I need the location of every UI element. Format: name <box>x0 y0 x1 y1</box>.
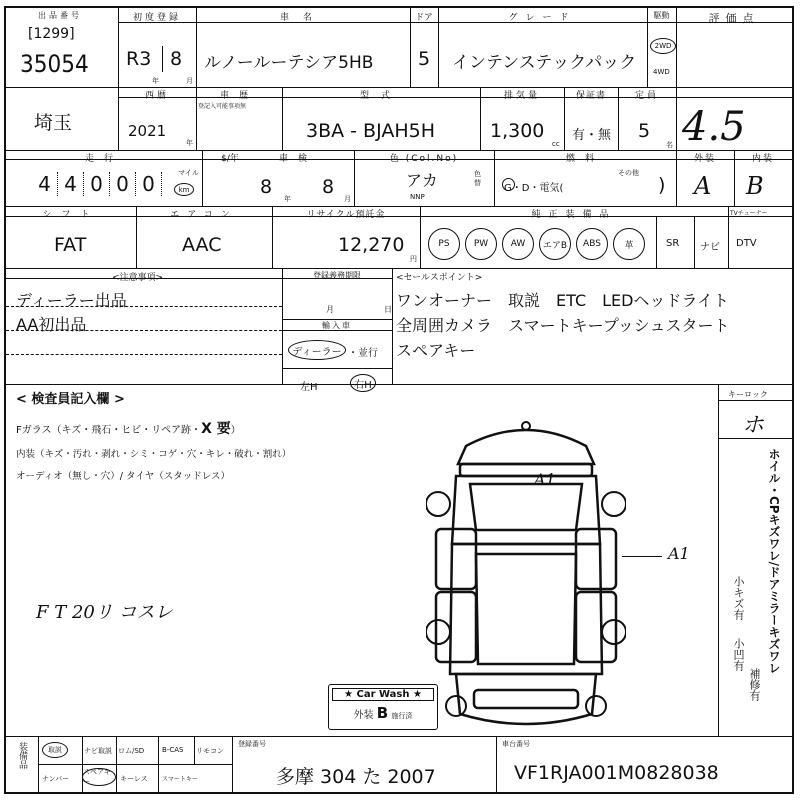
sales-line-1: ワンオーナー 取説 ETC LEDヘッドライト <box>396 291 729 310</box>
extra-sr: SR <box>666 238 680 249</box>
displacement-unit: cc <box>552 140 560 148</box>
mileage-digit: 0 <box>136 172 162 196</box>
displacement-label: 排気量 <box>503 91 540 101</box>
equipment-item: PW <box>465 228 497 260</box>
keylock-label: キーロック <box>728 390 768 399</box>
inspection-year: 8 <box>260 176 273 198</box>
footer-item-navi-manual: ナビ取説 <box>84 747 112 755</box>
history-sub: 登記入可能事項無 <box>198 103 247 110</box>
score-value: 4.5 <box>682 104 746 150</box>
inspection-month-unit: 月 <box>344 195 351 203</box>
fuel-other: その他 <box>618 169 639 177</box>
sidebar-vertical-text: ホイル・CPキズワレ/ドアミラーキズワレ <box>767 448 781 674</box>
capacity-unit: 名 <box>666 141 673 149</box>
footer-item-keyless: キーレス <box>120 775 148 783</box>
fglass-line <box>16 418 241 438</box>
mileage-digit: 0 <box>84 172 110 196</box>
sales-line-3: スペアキー <box>396 341 476 360</box>
aircon-label: エアコン <box>170 210 238 220</box>
extra-navi: ナビ <box>700 242 720 253</box>
color-value: アカ <box>406 171 438 190</box>
audio-tire-line: オーディオ（無し・穴）/ タイヤ（スタッドレス） <box>16 471 230 482</box>
footer-item-remote: リモコン <box>196 747 224 755</box>
car-wash-suffix: 施行済 <box>391 712 413 720</box>
mileage-digit: 4 <box>32 172 58 196</box>
fglass-prefix: Fガラス（キズ・飛石・ヒビ・リペア跡・ <box>16 425 202 436</box>
equipment-item: PS <box>428 228 460 260</box>
tuner-label: TVチューナー <box>730 210 768 217</box>
recycle-label: リサイクル預託金 <box>306 210 386 220</box>
auction-sheet: 出品番号 [1299] 35054 初度登録 R3 8 年 月 車名 ルノールーテシア5HB ドア 5 グレード インテンステックパック 駆動 2WD 4WD 評価点 4.5 埼玉 西暦 2021 年 車歴 登記入可能事項無 型式 3BA - BJAH5H 排気量 1,300 cc 保証書 有・無 定員 5 名 走行 $/年 4 4 0 0 0 マイル km 車検 8 年 8 月 色 (Col.No) アカ NNP 色替 燃料 G・D・電気( その他 ) 外装 A 内装 B シフト FAT エアコン AAC リサイクル預託金 12,270 円 純正装備品 PS PW AW エアB ABS 革 SR ナビ DTV TVチューナー <注意事項> ディーラー出品 AA初出品 登録義務期限 月 日 輸入車 ディーラー ・並行 左H 右H <セールスポイント> ワンオーナー 取説 ETC LEDヘッドライト 全周囲カメラ スマートキープッシュスタート スペアキー < 検査員記入欄 > Fガラス（キズ・飛石・ヒビ・リペア跡・X 要） 内装（キズ・汚れ・剥れ・シミ・コゲ・穴・キレ・破れ・割れ） オーディオ（無し・穴）/ タイヤ（スタッドレス） F T 20リ コスレ A1 A1 ★ Car Wash ★ 外装 B 施行済 キーロック ホ ホイル・CPキズワレ/ドアミラーキズワレ 小キズ有 小凹有 補修有 装備品 取説 ナビ取説 ロム/SD B-CAS リモコン ナンバー スペアキー キーレス スマートキー 登録番号 多摩 304 た 2007 車台番号 VF1RJA001M0828038 <box>4 6 794 794</box>
car-wash-label: ★ Car Wash ★ <box>332 688 434 701</box>
capacity-value: 5 <box>638 120 651 142</box>
sales-label: <セールスポイント> <box>396 273 483 283</box>
footer-item-number: ナンバー <box>42 775 70 783</box>
equipment-label: 純正装備品 <box>531 210 617 220</box>
first-reg-month: 8 <box>170 48 183 70</box>
plate-value: 多摩 304 た 2007 <box>276 766 436 788</box>
footer-item-bcas: B-CAS <box>162 746 184 754</box>
import-label: 輸入車 <box>322 321 352 330</box>
car-diagram <box>426 414 626 734</box>
interior-value: B <box>746 172 764 200</box>
mileage-unit-km-circled: km <box>174 183 194 196</box>
mark-a1-side: A1 <box>668 544 690 563</box>
aircon-value: AAC <box>182 234 222 256</box>
doors-label: ドア <box>415 13 433 23</box>
equipment-list <box>428 228 645 260</box>
year-unit: 年 <box>186 139 193 147</box>
plate-label: 登録番号 <box>238 740 266 748</box>
mileage-digit: 4 <box>58 172 84 196</box>
import-parallel: ・並行 <box>348 348 378 359</box>
first-reg-label: 初度登録 <box>132 13 181 23</box>
recycle-value: 12,270 <box>338 234 405 256</box>
car-wash-box <box>328 684 438 730</box>
capacity-label: 定員 <box>634 91 659 101</box>
drive-2wd-circled: 2WD <box>650 38 676 54</box>
handle-right-circled: 右H <box>350 374 376 392</box>
fuel-options: G・D・電気( <box>504 183 564 194</box>
car-wash-exterior: 外装 <box>353 710 374 721</box>
fuel-close: ) <box>658 174 666 196</box>
keylock-mark: ホ <box>742 413 765 438</box>
extra-dtv: DTV <box>736 238 757 249</box>
color-label: 色 (Col.No) <box>389 154 459 164</box>
interior-label: 内装 <box>751 154 774 164</box>
mileage-digit: 0 <box>110 172 136 196</box>
exhibit-no-label: 出品番号 <box>38 11 82 20</box>
first-reg-year-unit: 年 <box>152 77 159 85</box>
caution-line-1: ディーラー出品 <box>16 291 127 310</box>
fglass-suffix: ） <box>230 425 241 436</box>
equipment-item: 革 <box>613 228 645 260</box>
car-wash-grade: B <box>376 704 389 722</box>
history-label: 車歴 <box>219 91 258 101</box>
chassis-value: VF1RJA001M0828038 <box>514 762 719 784</box>
equipment-item: エアB <box>539 228 571 260</box>
model-label: 型式 <box>359 91 402 101</box>
region: 埼玉 <box>34 112 73 134</box>
equipment-item: ABS <box>576 228 608 260</box>
exterior-label: 外装 <box>693 154 716 164</box>
inspection-title: < 検査員記入欄 > <box>16 392 125 407</box>
warranty-value: 有・無 <box>572 128 612 143</box>
inspection-label: 車検 <box>278 154 317 164</box>
color-no: NNP <box>410 193 425 201</box>
exhibit-sub-number: [1299] <box>28 26 75 42</box>
inspection-year-unit: 年 <box>284 195 291 203</box>
mark-a1-roof: A1 <box>534 470 556 489</box>
car-name: ルノールーテシア5HB <box>204 53 374 73</box>
fglass-x-mark: X 要 <box>201 421 231 437</box>
exterior-value: A <box>694 172 712 200</box>
reg-deadline-label: 登録義務期限 <box>313 271 361 280</box>
displacement-value: 1,300 <box>490 120 545 142</box>
doors-value: 5 <box>418 48 431 70</box>
footer-item-manual: 取説 <box>42 742 68 758</box>
sidebar-small-dent: 小凹有 <box>732 638 745 671</box>
import-dealer-circled: ディーラー <box>288 340 346 360</box>
inspection-month: 8 <box>322 176 335 198</box>
equipment-item: AW <box>502 228 534 260</box>
shift-value: FAT <box>54 234 87 256</box>
drive-label: 駆動 <box>653 11 670 20</box>
first-reg-era: R3 <box>126 48 152 70</box>
first-reg-month-unit: 月 <box>186 77 193 85</box>
mileage-unit-mile: マイル <box>178 169 199 177</box>
mileage-digits <box>32 172 162 196</box>
mileage-label: 走行 <box>84 154 123 164</box>
footer-item-smart-key: スマートキー <box>162 776 198 783</box>
interior-condition-line: 内装（キズ・汚れ・剥れ・シミ・コゲ・穴・キレ・破れ・割れ） <box>16 449 292 460</box>
chassis-label: 車台番号 <box>502 740 530 748</box>
score-label: 評価点 <box>708 12 760 25</box>
sales-line-2: 全周囲カメラ スマートキープッシュスタート <box>396 316 730 335</box>
sidebar-small-scratch: 小キズ有 <box>732 576 745 620</box>
footer-item-spare-key: スペアキー <box>82 768 116 786</box>
year-label: 西暦 <box>144 91 169 101</box>
handle-left: 左H <box>300 382 318 393</box>
model-value: 3BA - BJAH5H <box>306 120 436 142</box>
footer-category-label: 装備品 <box>17 742 27 769</box>
recycle-unit: 円 <box>410 255 417 263</box>
reg-day-unit: 日 <box>384 305 392 314</box>
color-change-label: 色替 <box>474 170 481 187</box>
grade-label: グレード <box>508 13 577 23</box>
reg-month-unit: 月 <box>326 305 334 314</box>
shift-label: シフト <box>42 210 100 220</box>
exhibit-number: 35054 <box>20 50 89 78</box>
caution-line-2: AA初出品 <box>16 315 87 334</box>
grade-value: インテンステックパック <box>452 53 637 73</box>
handwritten-note: F T 20リ コスレ <box>36 602 173 623</box>
car-name-label: 車名 <box>279 13 326 23</box>
footer-item-rom-sd: ロム/SD <box>118 747 145 755</box>
fuel-label: 燃料 <box>565 154 604 164</box>
caution-label: <注意事項> <box>112 273 164 283</box>
sidebar-repaired: 補修有 <box>748 668 761 701</box>
year-value: 2021 <box>128 122 167 140</box>
drive-4wd: 4WD <box>653 68 670 76</box>
warranty-label: 保証書 <box>575 91 606 101</box>
